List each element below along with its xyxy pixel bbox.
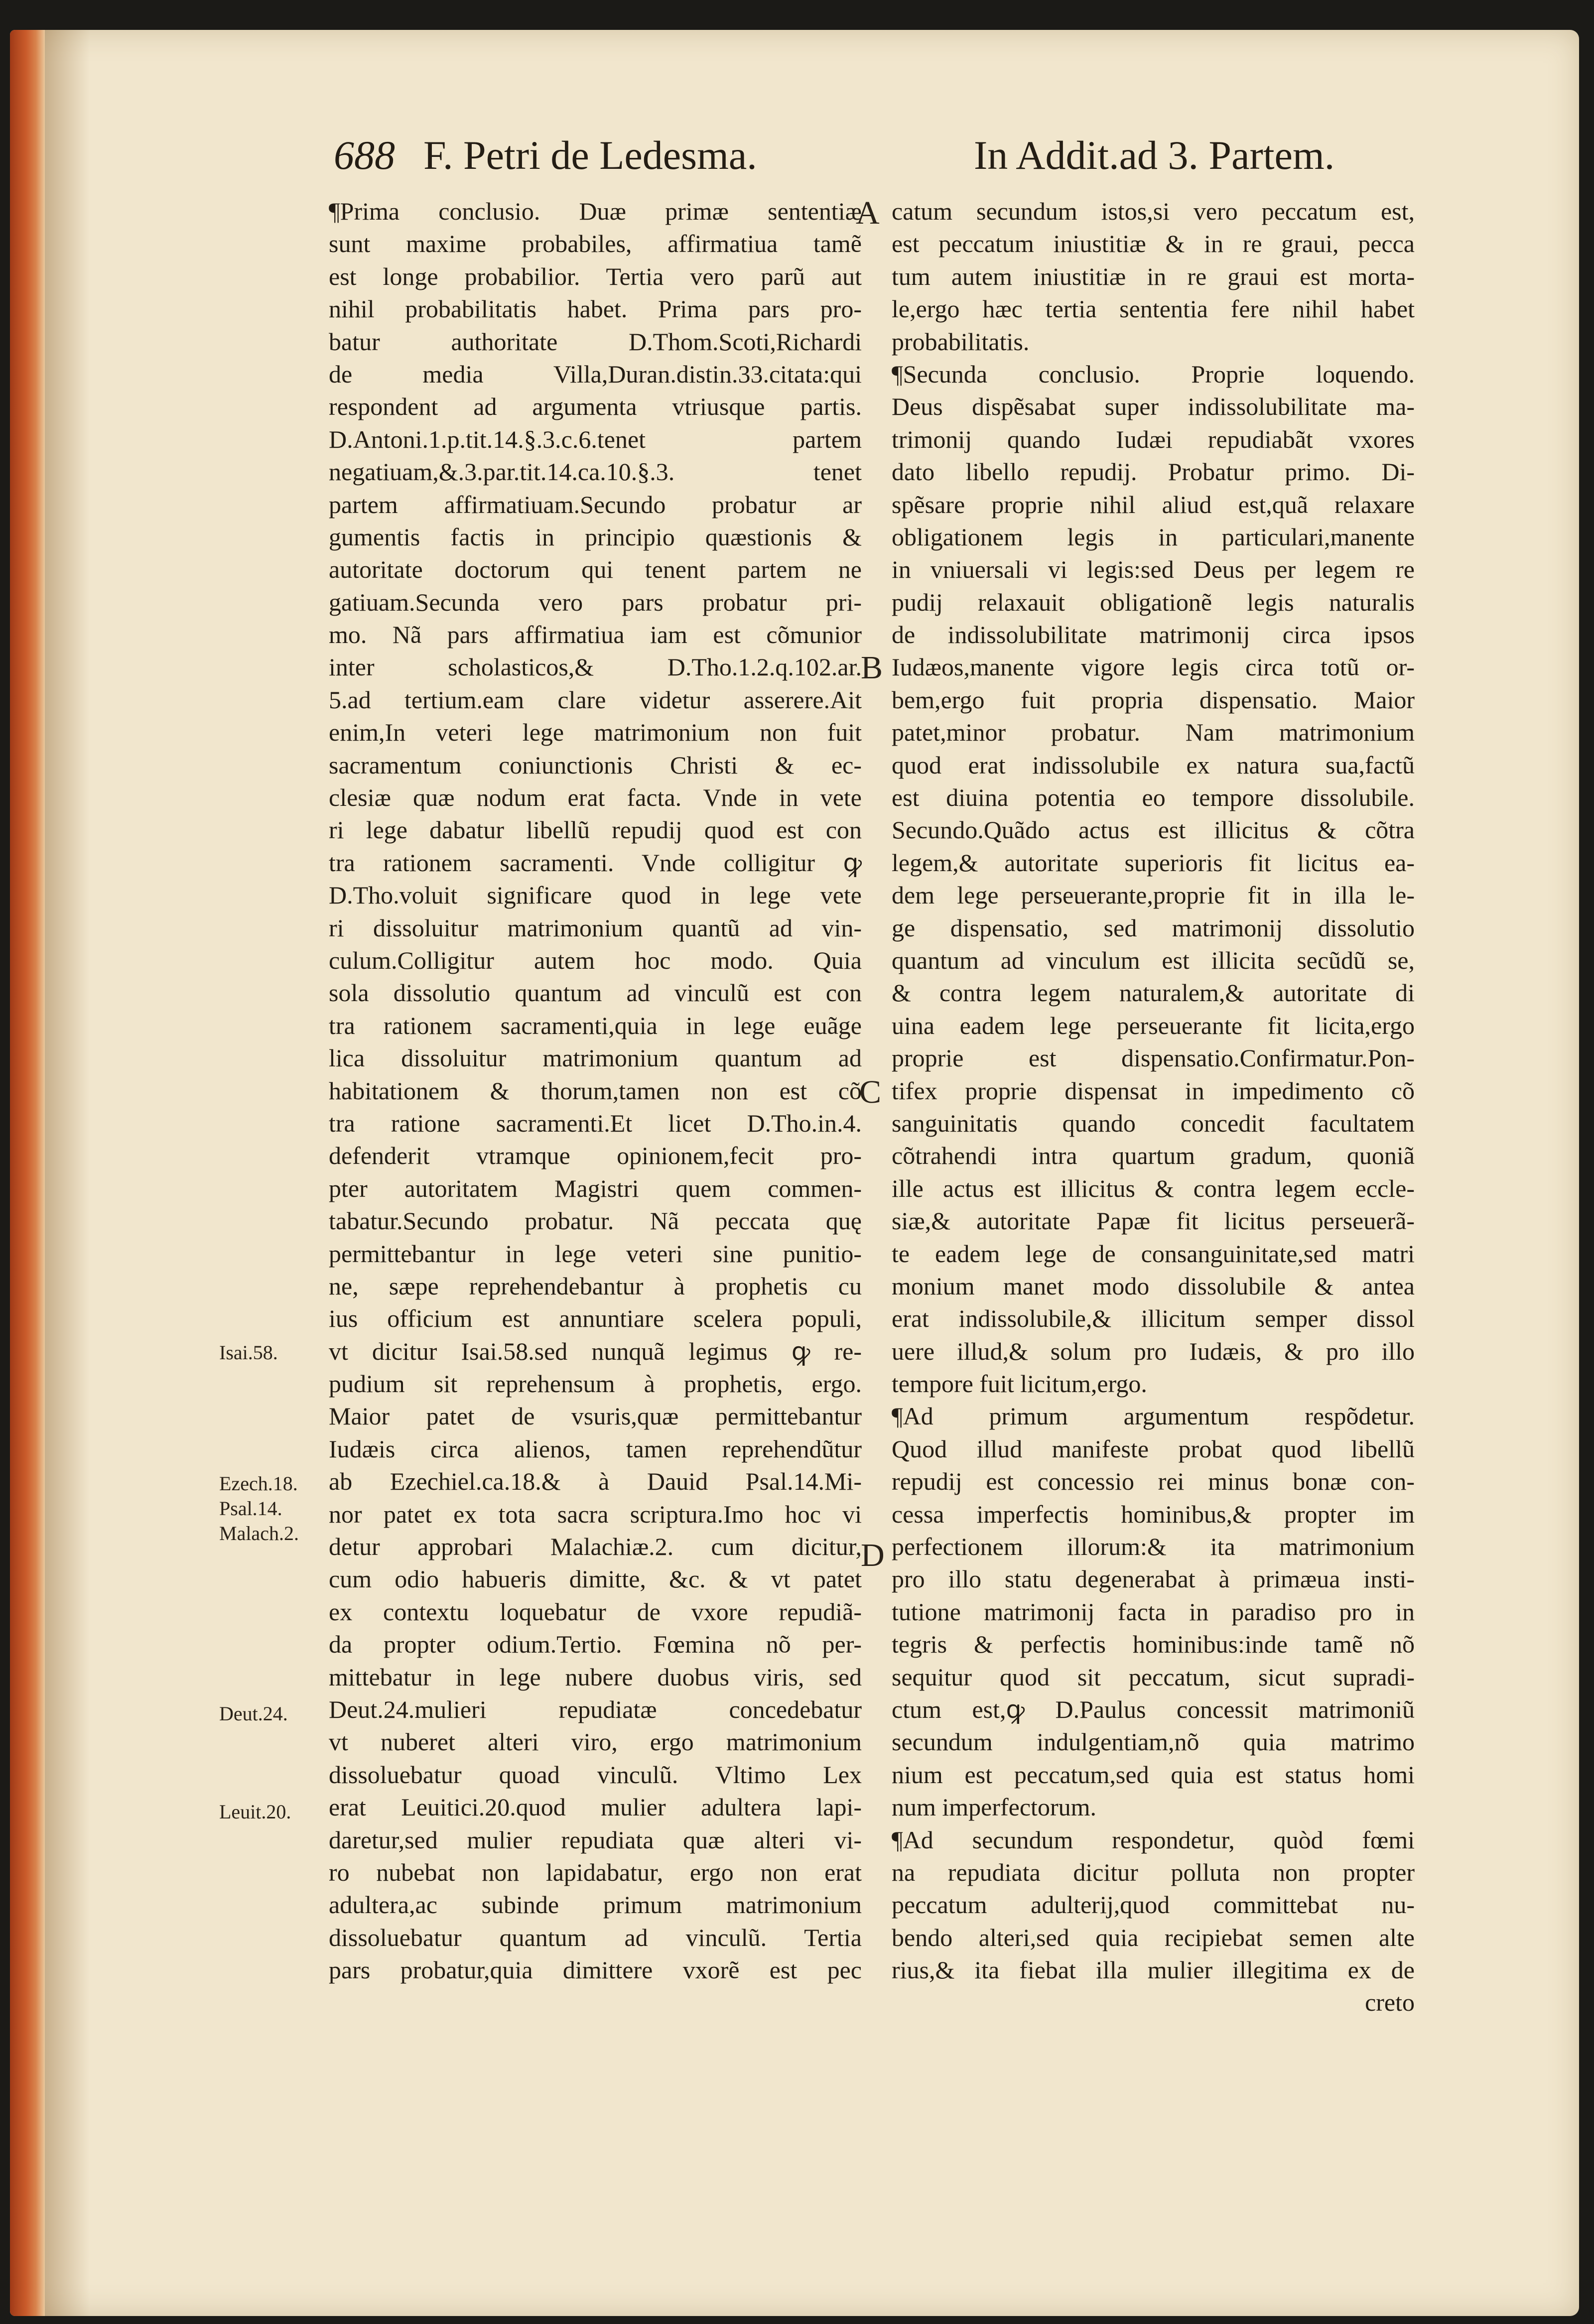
right-column-line: tifex proprie dispensat in impedimento cõ bbox=[892, 1076, 1415, 1105]
right-column-line: secundum indulgentiam,nõ quia matrimo bbox=[892, 1728, 1415, 1756]
right-column-line: ¶Secunda conclusio. Proprie loquendo. bbox=[892, 360, 1415, 388]
right-column-line: est peccatum iniustitiæ & in re graui, pecca bbox=[892, 230, 1415, 258]
left-column-line: mo. Nã pars affirmatiua iam est cõmunior bbox=[329, 621, 862, 649]
margin-note-psalm: Psal.14. bbox=[219, 1497, 282, 1520]
right-column-line: patet,minor probatur. Nam matrimonium bbox=[892, 718, 1415, 747]
right-column-line: dem lege perseuerante,proprie fit in illa le- bbox=[892, 881, 1415, 909]
left-column-line: ri dissoluitur matrimonium quantũ ad vin- bbox=[329, 913, 862, 942]
right-column-line: ctum est,ꝙ D.Paulus concessit matrimoniũ bbox=[892, 1695, 1415, 1723]
right-column-line: tegris & perfectis hominibus:inde tamẽ nõ bbox=[892, 1630, 1415, 1659]
right-column-line: cessa imperfectis hominibus,& propter im bbox=[892, 1500, 1415, 1528]
left-column-line: gatiuam.Secunda vero pars probatur pri- bbox=[329, 588, 862, 616]
right-column-line: Secundo.Quãdo actus est illicitus & cõtra bbox=[892, 816, 1415, 844]
left-column-line: partem affirmatiuam.Secundo probatur ar bbox=[329, 490, 862, 518]
left-column-line: de media Villa,Duran.distin.33.citata:qui bbox=[329, 360, 862, 388]
right-column-line: dato libello repudij. Probatur primo. Di- bbox=[892, 458, 1415, 486]
left-column-line: batur authoritate D.Thom.Scoti,Richardi bbox=[329, 327, 862, 356]
right-column-line: tempore fuit licitum,ergo. bbox=[892, 1370, 1147, 1398]
section-marker-b: B bbox=[861, 649, 883, 686]
right-column-line: uina eadem lege perseuerante fit licita,ergo bbox=[892, 1011, 1415, 1039]
left-column-line: sacramentum coniunctionis Christi & ec- bbox=[329, 751, 862, 779]
left-column-line: Deut.24.mulieri repudiatæ concedebatur bbox=[329, 1695, 862, 1723]
right-column-line: erat indissolubile,& illicitum semper dissol bbox=[892, 1304, 1415, 1333]
left-column-line: cum odio habueris dimitte, &c. & vt patet bbox=[329, 1565, 862, 1593]
right-column-line: na repudiata dicitur polluta non propter bbox=[892, 1858, 1415, 1886]
left-column-line: D.Antoni.1.p.tit.14.§.3.c.6.tenet partem bbox=[329, 425, 862, 453]
left-column-line: lica dissoluitur matrimonium quantum ad bbox=[329, 1044, 862, 1072]
left-column-line: pter autoritatem Magistri quem commen- bbox=[329, 1174, 862, 1202]
left-column-line: defenderit vtramque opinionem,fecit pro- bbox=[329, 1142, 862, 1170]
left-column-line: tra rationem sacramenti,quia in lege euãge bbox=[329, 1011, 862, 1039]
left-column-line: vt nuberet alteri viro, ergo matrimonium bbox=[329, 1728, 862, 1756]
right-column-line: cõtrahendi intra quartum gradum, quoniã bbox=[892, 1142, 1415, 1170]
right-column-line: Iudæos,manente vigore legis circa totũ or- bbox=[892, 653, 1415, 681]
left-column-line: pudium sit reprehensum à prophetis, ergo. bbox=[329, 1370, 862, 1398]
right-column-line: sanguinitatis quando concedit facultatem bbox=[892, 1109, 1415, 1137]
right-column-line: monium manet modo dissolubile & antea bbox=[892, 1272, 1415, 1300]
left-column-line: nor patet ex tota sacra scriptura.Imo hoc vi bbox=[329, 1500, 862, 1528]
right-column-line: bem,ergo fuit propria dispensatio. Maior bbox=[892, 685, 1415, 714]
left-column-line: culum.Colligitur autem hoc modo. Quia bbox=[329, 946, 862, 974]
left-column-line: permittebantur in lege veteri sine punitio- bbox=[329, 1239, 862, 1268]
left-column-line: Maior patet de vsuris,quæ permittebantur bbox=[329, 1402, 862, 1430]
right-column-line: tutione matrimonij facta in paradiso pro in bbox=[892, 1597, 1415, 1626]
right-column-line: rius,& ita fiebat illa mulier illegitima ex de bbox=[892, 1956, 1415, 1984]
right-column-line: de indissolubilitate matrimonij circa ipsos bbox=[892, 621, 1415, 649]
left-column-line: dissoluebatur quantum ad vinculũ. Tertia bbox=[329, 1923, 862, 1951]
right-column-line: est diuina potentia eo tempore dissolubile. bbox=[892, 783, 1415, 812]
right-column-line: catum secundum istos,si vero peccatum est, bbox=[892, 197, 1415, 225]
right-column-line: repudij est concessio rei minus bonæ con- bbox=[892, 1467, 1415, 1496]
right-column-line: bendo alteri,sed quia recipiebat semen alte bbox=[892, 1923, 1415, 1951]
left-column-line: sunt maxime probabiles, affirmatiua tamẽ bbox=[329, 230, 862, 258]
left-column-line: sola dissolutio quantum ad vinculũ est con bbox=[329, 979, 862, 1007]
left-column-line: gumentis factis in principio quæstionis & bbox=[329, 522, 862, 551]
right-column-line: pudij relaxauit obligationẽ legis naturalis bbox=[892, 588, 1415, 616]
right-column-line: probabilitatis. bbox=[892, 327, 1030, 356]
right-text-column bbox=[892, 195, 1415, 2019]
gutter-shadow bbox=[45, 30, 90, 2316]
right-column-line: Deus dispẽsabat super indissolubilitate ma- bbox=[892, 392, 1415, 421]
running-title-section: In Addit.ad 3. Partem. bbox=[974, 132, 1335, 178]
left-column-line: autoritate doctorum qui tenent partem ne bbox=[329, 555, 862, 584]
left-column-line: erat Leuitici.20.quod mulier adultera lapi- bbox=[329, 1793, 862, 1821]
right-column-line: ille actus est illicitus & contra legem eccle- bbox=[892, 1174, 1415, 1202]
margin-note-deuteronomy: Deut.24. bbox=[219, 1702, 288, 1725]
left-column-line: detur approbari Malachiæ.2. cum dicitur, bbox=[329, 1533, 862, 1561]
left-column-line: ius officium est annuntiare scelera populi, bbox=[329, 1304, 862, 1333]
section-marker-a: A bbox=[856, 195, 880, 231]
right-column-line: pro illo statu degenerabat à primæua insti- bbox=[892, 1565, 1415, 1593]
page-number: 688 bbox=[334, 132, 395, 178]
left-column-line: 5.ad tertium.eam clare videtur asserere.Ait bbox=[329, 685, 862, 714]
right-column-line: spẽsare proprie nihil aliud est,quã relaxare bbox=[892, 490, 1415, 518]
running-title-author: F. Petri de Ledesma. bbox=[423, 132, 757, 178]
left-column-line: vt dicitur Isai.58.sed nunquã legimus ꝙ re- bbox=[329, 1337, 862, 1365]
left-column-line: clesiæ quæ nodum erat facta. Vnde in vete bbox=[329, 783, 862, 812]
margin-note-isaiah: Isai.58. bbox=[219, 1341, 278, 1364]
left-column-line: negatiuam,&.3.par.tit.14.ca.10.§.3. tenet bbox=[329, 458, 862, 486]
left-column-line: daretur,sed mulier repudiata quæ alteri vi- bbox=[329, 1825, 862, 1854]
left-column-line: da propter odium.Tertio. Fœmina nõ per- bbox=[329, 1630, 862, 1659]
left-column-line: adultera,ac subinde primum matrimonium bbox=[329, 1891, 862, 1919]
left-column-line: ¶Prima conclusio. Duæ primæ sententiæ bbox=[329, 197, 862, 225]
left-column-line: ro nubebat non lapidabatur, ergo non erat bbox=[329, 1858, 862, 1886]
left-column-line: dissoluebatur quoad vinculũ. Vltimo Lex bbox=[329, 1760, 862, 1789]
left-column-line: nihil probabilitatis habet. Prima pars pro- bbox=[329, 295, 862, 323]
left-column-line: habitationem & thorum,tamen non est cõ bbox=[329, 1076, 862, 1105]
left-column-line: ex contextu loquebatur de vxore repudiã- bbox=[329, 1597, 862, 1626]
left-column-line: tra rationem sacramenti. Vnde colligitur ꝙ bbox=[329, 848, 862, 877]
right-column-line: uere illud,& solum pro Iudæis, & pro illo bbox=[892, 1337, 1415, 1365]
right-column-line: num imperfectorum. bbox=[892, 1793, 1096, 1821]
left-column-line: pars probatur,quia dimittere vxorẽ est pec bbox=[329, 1956, 862, 1984]
section-marker-d: D bbox=[861, 1537, 885, 1573]
margin-note-malachi: Malach.2. bbox=[219, 1522, 299, 1545]
left-column-line: tra ratione sacramenti.Et licet D.Tho.in.4. bbox=[329, 1109, 862, 1137]
left-column-line: ab Ezechiel.ca.18.& à Dauid Psal.14.Mi- bbox=[329, 1467, 862, 1496]
right-column-line: te eadem lege de consanguinitate,sed matri bbox=[892, 1239, 1415, 1268]
right-column-line: ¶Ad secundum respondetur, quòd fœmi bbox=[892, 1825, 1415, 1854]
right-column-line: in vniuersali vi legis:sed Deus per legem re bbox=[892, 555, 1415, 584]
right-column-line: siæ,& autoritate Papæ fit licitus perseuerã- bbox=[892, 1207, 1415, 1235]
left-column-line: inter scholasticos,& D.Tho.1.2.q.102.ar. bbox=[329, 653, 862, 681]
left-column-line: mittebatur in lege nubere duobus viris, sed bbox=[329, 1663, 862, 1691]
right-column-line: tum autem iniustitiæ in re graui est morta- bbox=[892, 262, 1415, 290]
right-column-line: trimonij quando Iudæi repudiabãt vxores bbox=[892, 425, 1415, 453]
right-column-line: sequitur quod sit peccatum, sicut supradi- bbox=[892, 1663, 1415, 1691]
left-column-line: est longe probabilior. Tertia vero parũ aut bbox=[329, 262, 862, 290]
right-column-line: quantum ad vinculum est illicita secũdũ se, bbox=[892, 946, 1415, 974]
right-column-line: proprie est dispensatio.Confirmatur.Pon- bbox=[892, 1044, 1415, 1072]
left-column-line: respondent ad argumenta vtriusque partis. bbox=[329, 392, 862, 421]
right-column-line: & contra legem naturalem,& autoritate di bbox=[892, 979, 1415, 1007]
right-column-line: creto bbox=[1365, 1988, 1415, 2017]
left-text-column bbox=[329, 195, 862, 1986]
margin-note-ezechiel: Ezech.18. bbox=[219, 1472, 298, 1495]
right-column-line: quod erat indissolubile ex natura sua,factũ bbox=[892, 751, 1415, 779]
right-column-line: Quod illud manifeste probat quod libellũ bbox=[892, 1434, 1415, 1463]
section-marker-c: C bbox=[859, 1074, 882, 1110]
right-column-line: ¶Ad primum argumentum respõdetur. bbox=[892, 1402, 1415, 1430]
right-column-line: peccatum adulterij,quod committebat nu- bbox=[892, 1891, 1415, 1919]
right-column-line: nium est peccatum,sed quia est status homi bbox=[892, 1760, 1415, 1789]
page-block-edge bbox=[10, 30, 45, 2316]
left-column-line: Iudæis circa alienos, tamen reprehendũtur bbox=[329, 1434, 862, 1463]
left-column-line: tabatur.Secundo probatur. Nã peccata quę bbox=[329, 1207, 862, 1235]
left-column-line: ne, sæpe reprehendebantur à prophetis cu bbox=[329, 1272, 862, 1300]
right-column-line: legem,& autoritate superioris fit licitus ea- bbox=[892, 848, 1415, 877]
right-column-line: perfectionem illorum:& ita matrimonium bbox=[892, 1533, 1415, 1561]
left-column-line: enim,In veteri lege matrimonium non fuit bbox=[329, 718, 862, 747]
left-column-line: ri lege dabatur libellũ repudij quod est con bbox=[329, 816, 862, 844]
right-column-line: le,ergo hæc tertia sententia fere nihil habet bbox=[892, 295, 1415, 323]
right-column-line: ge dispensatio, sed matrimonij dissolutio bbox=[892, 913, 1415, 942]
margin-note-leviticus: Leuit.20. bbox=[219, 1801, 291, 1823]
right-column-line: obligationem legis in particulari,manente bbox=[892, 522, 1415, 551]
left-column-line: D.Tho.voluit significare quod in lege vete bbox=[329, 881, 862, 909]
